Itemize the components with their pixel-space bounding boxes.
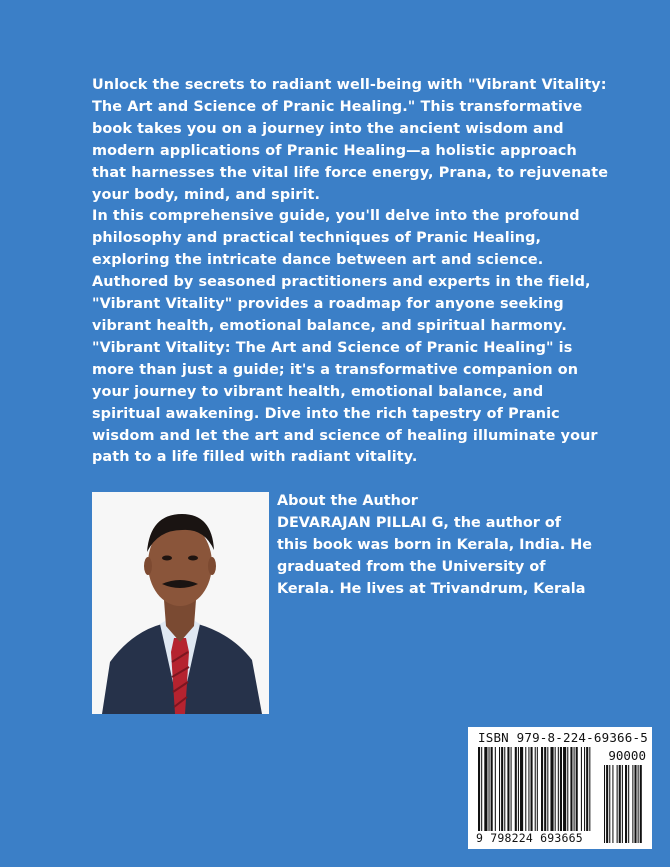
price-code: 90000 [608,748,646,763]
barcode-bar [584,747,585,831]
barcode-bar [560,747,562,831]
description-paragraph-2: In this comprehensive guide, you'll delve into the profound philosophy and practical techniques of Pranic Healing, exploring the intricate dance between art and science. Authored by seasoned practitioners and experts in the field, "Vibrant Vitality" provides a roadmap for anyone seeking vibrant health, emotional balance, and spiritual harmony. [92,208,591,334]
barcode-addon-bar [617,765,618,843]
barcode-bar [499,747,500,831]
barcode-bar [531,747,533,831]
barcode-bar [576,747,578,831]
barcode-addon-bar [622,765,623,843]
barcode-bar [581,747,582,831]
barcode-bar [586,747,588,831]
barcode-bar [478,747,480,831]
barcode-bar [535,747,536,831]
barcode-addon-bar [634,765,636,843]
author-bio-line: DEVARAJAN PILLAI G, the author of [277,515,561,531]
barcode-addon-bar [632,765,633,843]
isbn-label: ISBN 979-8-224-69366-5 [478,730,648,745]
barcode-bar [525,747,526,831]
barcode-addon-bar [625,765,627,843]
author-bio-line: graduated from the University of [277,559,546,575]
barcode-bar [515,747,517,831]
barcode-addon-bar [619,765,621,843]
barcode-bar [501,747,503,831]
barcode-bar [520,747,523,831]
book-description [92,75,612,469]
description-paragraph-1: Unlock the secrets to radiant well-being with "Vibrant Vitality: The Art and Science of Pranic Healing." This transformative book takes you on a journey into the ancient wisdom and modern applications of Pranic Healing—a holistic approach that harnesses the vital life force energy, Prana, to rejuvenate your body, mind, and spirit. [92,77,609,203]
about-author-heading: About the Author [277,493,418,509]
barcode-addon-bar [628,765,629,843]
author-portrait-illustration [92,492,269,714]
description-paragraph-3: "Vibrant Vitality: The Art and Science of Pranic Healing" is more than just a guide; it's a transformative companion on your journey to vibrant health, emotional balance, and spiritual awakening. Dive into the rich tapestry of Pranic wisdom and let the art and science of healing illuminate your path to a life filled with radiant vitality. [92,339,598,466]
barcode-bar [504,747,505,831]
about-the-author [277,490,593,600]
barcode-bar [558,747,559,831]
barcode-bar [570,747,572,831]
barcode-bar [589,747,590,831]
barcode-bar [489,747,490,831]
barcode-addon-bar [606,765,608,843]
barcode-bar [563,747,566,831]
barcode-bar [481,747,482,831]
barcode-bar [574,747,575,831]
ean-digits: 9 798224 693665 [476,831,583,845]
barcode-bar [511,747,512,831]
barcode-bar [491,747,493,831]
barcode-addon-bar [609,765,610,843]
barcode-bar [541,747,543,831]
barcode-bar [544,747,546,831]
barcode-bar [555,747,556,831]
barcode-bar [547,747,548,831]
barcode-bar [495,747,496,831]
barcode-addon-bar [640,765,642,843]
barcode-bar [528,747,529,831]
barcode-bar [537,747,538,831]
isbn-barcode [468,727,652,849]
barcode-addon-bar [638,765,639,843]
author-bio-line: Kerala. He lives at Trivandrum, Kerala [277,581,586,597]
barcode-bar [567,747,568,831]
author-photo [92,492,269,714]
barcode-bar [550,747,553,831]
barcode-addon-bar [604,765,605,843]
author-bio-line: this book was born in Kerala, India. He [277,537,593,553]
barcode-bar [507,747,509,831]
barcode-bar [518,747,519,831]
barcode-bar [484,747,487,831]
barcode-addon-bar [612,765,613,843]
